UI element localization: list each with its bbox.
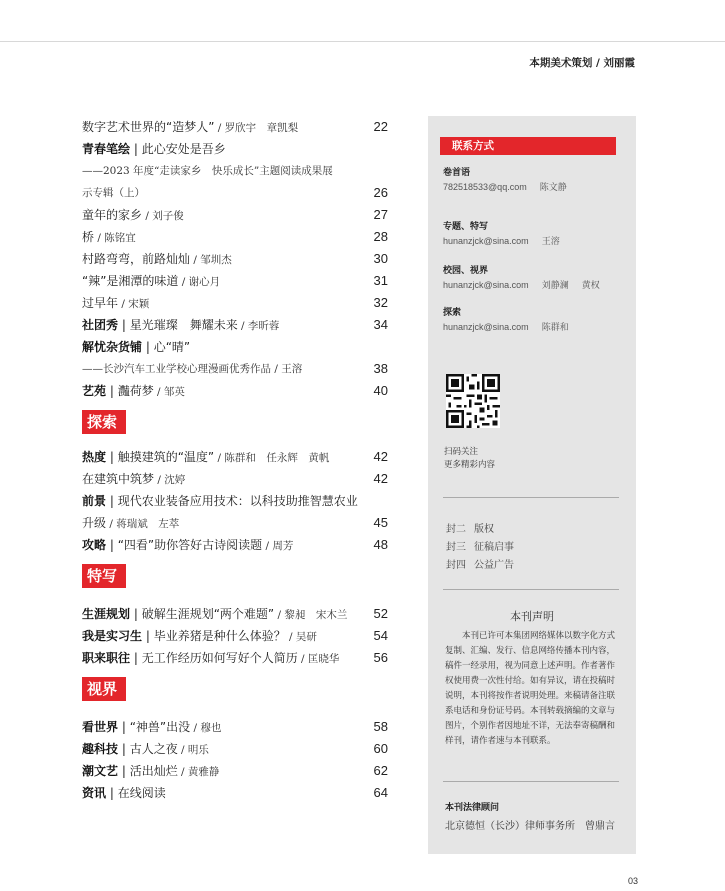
toc-page-number: 58: [373, 719, 388, 734]
contact-group-title: 专题、特写: [443, 222, 489, 232]
toc-title: | 破解生涯规划“两个难题”: [130, 607, 275, 621]
contact-email[interactable]: 782518533@qq.com: [443, 182, 527, 192]
section-heading: 探索: [82, 410, 126, 434]
toc-title: 数字艺术世界的“造梦人”: [82, 120, 215, 134]
toc-row[interactable]: [82, 270, 388, 292]
toc-row[interactable]: [82, 292, 388, 314]
contact-name: 黄权: [581, 280, 600, 290]
toc-page-number: 45: [373, 515, 388, 530]
toc-author: / 陈铭宜: [94, 232, 136, 244]
section-heading-wrap: [82, 402, 388, 446]
legal-advisor: 北京德恒（长沙）律师事务所 曾鼎言: [445, 821, 615, 832]
toc-row[interactable]: [82, 625, 388, 647]
divider: [443, 589, 619, 590]
section-heading-wrap: [82, 669, 388, 716]
toc-page-number: 28: [373, 229, 388, 244]
toc-row[interactable]: [82, 160, 388, 182]
contact-group: [443, 166, 580, 194]
toc-row[interactable]: [82, 358, 388, 380]
toc-column: 看世界: [82, 720, 119, 734]
toc-title: | 此心安处是吾乡: [130, 142, 226, 156]
toc-title: 童年的家乡: [82, 208, 143, 222]
toc-column: 趣科技: [82, 742, 119, 756]
contact-email[interactable]: hunanzjck@sina.com: [443, 280, 529, 290]
contact-group-title: 探索: [443, 308, 462, 318]
sidebar-panel: [428, 116, 636, 854]
toc-title: | 心“晴”: [142, 340, 191, 354]
toc-page-number: 40: [373, 383, 388, 398]
toc-page-number: 48: [373, 537, 388, 552]
toc-title: | “神兽”出没: [118, 720, 191, 734]
cover-item: 封三 征稿启事: [446, 542, 514, 553]
toc-page-number: 54: [373, 628, 388, 643]
toc-row[interactable]: [82, 116, 388, 138]
section-heading-wrap: [82, 556, 388, 603]
toc-title: | “四看”助你答好古诗阅读题: [106, 538, 263, 552]
toc-page-number: 38: [373, 361, 388, 376]
contact-email[interactable]: hunanzjck@sina.com: [443, 236, 529, 246]
toc-column: 青春笔绘: [82, 142, 131, 156]
toc-page-number: 22: [373, 119, 388, 134]
toc-page-number: 26: [373, 185, 388, 200]
contact-group: [443, 220, 573, 248]
toc-title: 桥: [82, 230, 95, 244]
toc-author: / 陈群和 任永辉 黄帆: [214, 452, 330, 464]
toc-title: | 现代农业装备应用技术：以科技助推智慧农业: [106, 494, 358, 508]
section-heading: 特写: [82, 564, 126, 588]
toc-page-number: 31: [373, 273, 388, 288]
cover-item: 封二 版权: [446, 524, 494, 535]
toc-title: | 触摸建筑的“温度”: [106, 450, 215, 464]
toc-author: / 黎昶 宋木兰: [274, 609, 348, 621]
contact-name: 陈群和: [541, 322, 569, 332]
toc-page-number: 60: [373, 741, 388, 756]
toc-title: “辣”是湘潭的味道: [82, 274, 179, 288]
toc-author: / 明乐: [177, 744, 209, 756]
contact-group-title: 校园、视界: [443, 266, 489, 276]
toc-page-number: 64: [373, 785, 388, 800]
toc-row[interactable]: [82, 603, 388, 625]
toc-author: / 匡晓华: [297, 653, 340, 665]
toc-author: / 李昕蓉: [237, 320, 280, 332]
contact-name: 陈文静: [539, 182, 567, 192]
toc-column: 我是实习生: [82, 629, 143, 643]
toc-column: 前景: [82, 494, 107, 508]
toc-page-number: 27: [373, 207, 388, 222]
toc-row[interactable]: [82, 380, 388, 402]
section-heading: 视界: [82, 677, 126, 701]
toc-page-number: 42: [373, 471, 388, 486]
toc-column: 攻略: [82, 538, 107, 552]
toc-row[interactable]: [82, 782, 388, 804]
toc-column: 艺苑: [82, 384, 107, 398]
toc-column: 资讯: [82, 786, 107, 800]
toc-row[interactable]: [82, 512, 388, 534]
toc-page-number: 56: [373, 650, 388, 665]
toc-column: 职来职往: [82, 651, 131, 665]
toc-subtitle: ——长沙汽车工业学校心理漫画优秀作品 / 王溶: [82, 363, 303, 375]
header-rule: [0, 41, 725, 42]
toc-row[interactable]: [82, 490, 388, 512]
toc-page-number: 62: [373, 763, 388, 778]
toc-row[interactable]: [82, 138, 388, 160]
toc-row[interactable]: [82, 314, 388, 336]
toc-author: / 谢心月: [178, 276, 221, 288]
toc-column: 生涯规划: [82, 607, 131, 621]
cover-list: [446, 521, 514, 575]
toc-row[interactable]: [82, 336, 388, 358]
toc-column: 热度: [82, 450, 107, 464]
toc-author: / 邹圳杰: [190, 254, 232, 266]
toc-column: 解忧杂货铺: [82, 340, 143, 354]
toc-title: | 在线阅读: [106, 786, 166, 800]
page-number: 03: [627, 876, 638, 886]
toc-row[interactable]: [82, 738, 388, 760]
toc-row[interactable]: [82, 182, 388, 204]
toc-row[interactable]: [82, 716, 388, 738]
toc-title: | 灎荷梦: [106, 384, 154, 398]
contact-group-title: 卷首语: [443, 168, 471, 178]
contact-name: 王溶: [541, 236, 560, 246]
divider: [443, 781, 619, 782]
toc-row[interactable]: [82, 226, 388, 248]
qr-code[interactable]: [446, 374, 500, 428]
table-of-contents: [82, 116, 388, 804]
contact-email[interactable]: hunanzjck@sina.com: [443, 322, 529, 332]
qr-caption: 扫码关注 更多精彩内容: [444, 447, 496, 470]
contact-group: [443, 306, 582, 334]
toc-author: / 罗欣宇 章凯梨: [214, 122, 299, 134]
toc-title: 过早年: [82, 296, 119, 310]
toc-row[interactable]: [82, 534, 388, 556]
toc-title: 升级: [82, 516, 107, 530]
contact-title: 联系方式: [440, 137, 616, 155]
toc-row[interactable]: [82, 446, 388, 468]
toc-row[interactable]: [82, 248, 388, 270]
toc-row[interactable]: [82, 760, 388, 782]
toc-page-number: 52: [373, 606, 388, 621]
toc-row[interactable]: [82, 647, 388, 669]
toc-row[interactable]: [82, 204, 388, 226]
toc-author: / 黄雅静: [177, 766, 220, 778]
toc-author: / 沈婷: [154, 474, 186, 486]
toc-title: | 活出灿烂: [118, 764, 178, 778]
toc-page-number: 30: [373, 251, 388, 266]
toc-row[interactable]: [82, 468, 388, 490]
toc-title: 村路弯弯，前路灿灿: [82, 252, 191, 266]
toc-author: / 蒋瑞斌 左萃: [106, 518, 180, 530]
toc-column: 社团秀: [82, 318, 119, 332]
contact-group: [443, 264, 613, 292]
toc-title: 在建筑中筑梦: [82, 472, 155, 486]
legal-advisor-title: 本刊法律顾问: [445, 803, 500, 813]
toc-author: / 刘子俊: [142, 210, 184, 222]
toc-page-number: 42: [373, 449, 388, 464]
toc-author: / 周芳: [262, 540, 294, 552]
cover-item: 封四 公益广告: [446, 560, 514, 571]
toc-title: | 星光璀璨 舞耀未来: [118, 318, 238, 332]
toc-subtitle: ——2023 年度“走读家乡 快乐成长”主题阅读成果展: [82, 165, 333, 177]
toc-column: 潮文艺: [82, 764, 119, 778]
toc-author: / 邹英: [153, 386, 185, 398]
declaration-text: 本刊已许可本集团网络媒体以数字化方式复制、汇编、发行、信息网络传播本刊内容，稿件一经录用，视为同意上述声明。作者著作权使用费一次性付给。如有异议，请在投稿时说明，本刊将按作者说明处理。来稿请备注联系电话和身份证号码。本刊转载摘编的文章与图片，个别作者因地址不详，无法奉寄稿酬和样刊，请作者速与本刊联系。: [445, 631, 616, 746]
toc-title: | 古人之夜: [118, 742, 178, 756]
art-planner-credit: 本期美术策划 / 刘丽霞: [529, 57, 635, 69]
declaration-title: 本刊声明: [510, 610, 554, 623]
toc-author: / 吴研: [285, 631, 317, 643]
toc-author: / 穆也: [190, 722, 222, 734]
toc-page-number: 32: [373, 295, 388, 310]
toc-title: | 毕业养猪是种什么体验？: [142, 629, 286, 643]
toc-author: / 宋颖: [118, 298, 150, 310]
toc-title: | 无工作经历如何写好个人简历: [130, 651, 298, 665]
divider: [443, 497, 619, 498]
toc-subtitle: 示专辑（上）: [82, 187, 145, 199]
toc-page-number: 34: [373, 317, 388, 332]
contact-name: 刘静澜: [541, 280, 569, 290]
